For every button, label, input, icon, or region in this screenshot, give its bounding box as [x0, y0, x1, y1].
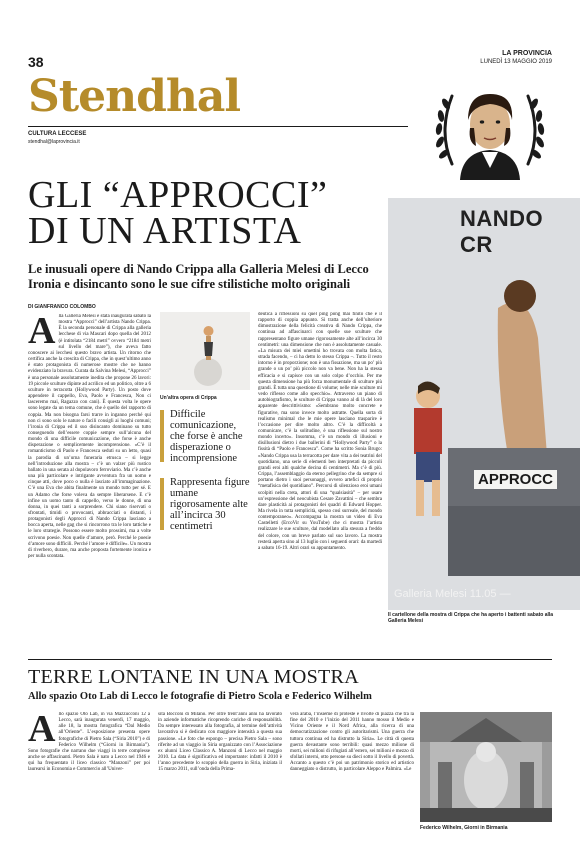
- article-2-column-3: [290, 712, 414, 840]
- poster-banner: NANDO CR: [460, 206, 544, 257]
- burma-photo-caption: Federico Wilhelm, Giorni in Birmania: [420, 825, 508, 831]
- section-email[interactable]: stendhal@laprovincia.it: [28, 139, 80, 145]
- article-2-subtitle: Allo spazio Oto Lab di Lecco le fotografie di Pietro Scola e Federico Wilhelm: [28, 691, 372, 702]
- article-2-column-3-text: vera araba, l’insieme di proteste e rivolte di piazza che tra la fine del 2010 e l’inizio del 2011 hanno mosso il Medio e Vicino Oriente e il Nord Africa, alla ricerca di una democratizzazione contro gli autoritarismi. Una guerra che tuttora continua ed ha distrutto la Siria». Le città di questa guerra devastante sono terribili: quasi mezzo milione di morti, sei milioni di rifugiati all’estero, sei milioni e mezzo di sfollati interni, otto persone su dieci sotto il livello di povertà. Accanto a questo c’è poi un patrimonio storico ed artistico danneggiato o distrutto, in particolare Aleppo e Palmira. «Le: [290, 712, 414, 773]
- article-2-column-1: [28, 712, 150, 840]
- sculpture-photo-icon: [160, 312, 250, 390]
- quote-2-bar: [160, 478, 164, 530]
- article-column-3: [258, 312, 382, 654]
- article-2-title: TERRE LONTANE IN UNA MOSTRA: [28, 666, 359, 688]
- section-brand: Stendhal: [28, 71, 241, 122]
- burma-photo: [420, 712, 552, 822]
- small-photo-caption: Un’altra opera di Crippa: [160, 395, 217, 401]
- poster-sculpture-icon: [388, 248, 580, 578]
- pull-quote-1: Difficile comunicazione, che forse è anche disperazione o incomprensione: [170, 409, 243, 464]
- header-rule: [28, 126, 408, 127]
- poster-plaque: APPROCC: [474, 470, 557, 489]
- column-1-text: lla Galleria Melesi è stata inaugurata sabato la mostra “Approcci” dell’artista Nando Crippa. È la seconda personale di Crippa alla galleria lecchese di via Mascari dopo quella del 2012 (è intitolata “2184 metri” ovvero “2184 metri sul livello del mare”), che aveva fatto conoscere ai lecchesi questo bravo artista. Un ritorno che certifica anche la crescita di Crippa, che in quest’ultimo anno è stato protagonista di numerose mostre che ne hanno evidenziato la bravura. Curata da Salvina Melesi, “Approcci” è una personale assolutamente inedita che propone 26 lavori: 19 piccole sculture dipinte ad acrilico ed un politico, oltre a 6 sculture in terracotta (Hollywood Party). Un posto dove appendere il cappello, Eva, Paolo e Francesca, Non ci lasceremo mai, Ragazzo con cani). È questa volta le opere sono legate da un tema comune, che è quello del rapporto di coppia. Ma non bisogna farsi trarre in inganno perché qui non ci sono solo le nature o facili consigli ai luoghi comuni; l’ironia di Crippa ed il suo disincanto dominano su tutto conseguendo dell’essere coppie sempre sull’alcuna del mondo di una difficile comunicazione, che forse è anche disperazione o semplicemente incomprensione. «C’è il romanticismo di Paolo e Francesca seduti su un letto, quasi la parodia di un’urna funeraria etrusca – si legge nell’introduzione alla mostra – c’è un valzer più rustico ballato in una serata al dopolavoro ferroviario. Ma c’è anche una più particolare e intrigante avventura fra un uomo e cinque atti, dove poco o nulla è lasciato all’immaginazione. C’è una Eva che abita finalmente un mondo tutto per sé. E un Adamo che forse voleva da sempre liberarsene. E c’è infine un uomo tanto di cappello, verso le donne, di una donna, in quei tanti a sorprendere. Chi siano riservati o sfrontati, timidi o provocanti, abbracciati o distanti, i protagonisti degli Approcci di Nando Crippa lasciano a bocca aperta, nelle gag che si rincorrono tra le loro tattiche e le loro strategie. Possono essere molto prossimi, ma a volte scrivono poesie. Non quelle d’amore, però. Perché le poesie d’amore sono difficili. Perché l’amore è difficile». Un mostra di riverbero, durare, ma anche proposta fortemente ironica e per nulla scontata.: [28, 314, 151, 560]
- quote-1-bar: [160, 410, 164, 462]
- newspaper-masthead: [480, 50, 552, 66]
- page-number: 38: [28, 54, 44, 70]
- section-rule: [28, 659, 552, 660]
- poster-caption: Il cartellone della mostra di Crippa che ha aperto i battenti sabato alla Galleria Melesi: [388, 612, 554, 624]
- section-label: CULTURA LECCESE: [28, 131, 87, 137]
- column-3-text: deutica a riflessioni su quel ping pong mai finito che è il rapporto di coppia appunto. Si tratta anche dell’ulteriore dimostrazione della felicità creativa di Nando Crippa, che continua ad affascinarci con quelle sue sculture che rappresentano figure umane rigorosamente alte all’incirca 30 centimetri: una dimensione che non è assolutamente casuale. «La misura dei miei omettini ho trovata con molta fatica, strada facendo, – ci ha detto lo stesso Crippa –. Tutto il resto intorno è in proporzione; non è una fissazione, ma un po’ più grande o un po’ più piccolo non va bene. Non ha la stessa efficacia e si capisce con un solo colpo d’occhio. Per me questa dimensione ha più forza monumentale di sculture più grandi. È tutta una questione di volume; nelle mie sculture mi vedo riflesso come allo specchio». Attraverso un piano di autobiografismo, le sculture di Crippa vanno al di là del loro apparente descrittivismo: «Sembrano molto concrete e figurative, ma sono invece molto astratte. Quella sorta di realismo minimal che le mie opere lasciano trasparire è l’occasione per dire molto altro. C’è la difficoltà a comunicare, c’è la solitudine, è una riflessione sul nostro mondo incerto». Insomma, c’è un mondo di illusioni e disillusioni dietro i due ballerini di “Hollywood Party” o la fissità di “Paolo e Francesca”. Come ha scritto Sonia Brugo: «Nando Crippa usa la terracotta per dare vita a dei teatrini del quotidiano, una serie di elementi ben interpretati da piccoli grandi eroi alti qualche decina di centimetri. Ma c’è di più. Crippa, l’assemblaggio da eterno pellegrino che da sempre si portano dietro i suoi personaggi, ovvero artefici di proprio “metafisica del quotidiano”. Percorsi di silenzioso eroi umani scolpiti nella creta, attori di una “qualsiasità” – per usare un’espressione del neocubista Cesare Zavattini – che sembra dare plasticità ai protagonisti dei quadri di Edward Hopper. Ma rivela in tutta semplicità, spesso così surreale, del mondo contemporaneo». Accompagna la mostra un video di Eva Castelletti (ErcoVir su YouTube) che ci mostra l’artista realizzare le sue sculture, dal modellato alla stesura a freddo del colore, con un breve parlato sul suo lavoro. La mostra resterà aperta sino al 13 luglio con i seguenti orari: da martedì a sabato 16-19. Altri orari su appuntamento.: [258, 312, 382, 551]
- burma-photo-icon: [420, 712, 552, 822]
- byline: DI GIANFRANCO COLOMBO: [28, 304, 96, 310]
- article-column-1: [28, 314, 151, 654]
- pull-quote-2: Rappresenta figure umane rigorosamente alte all’incirca 30 centimetri: [170, 477, 250, 532]
- article-2-column-2-text: sità Bocconi di Milano. Per oltre trent’anni anni ha lavorato in aziende informatiche ricoprendo cariche di responsabilità. Da sempre interessato alla fotografia, al termine dell’attività lavorativa si è dedicato con maggiore intensità a questa sua passione. «Le foto che espongo – precisa Pietro Sala – sono riferite ad un viaggio in Siria organizzato con l’Associazione ex alunni Liceo Classico A. Manzoni di Lecco nel maggio 2010. La data è significativa ed importante: infatti il 2010 è l’anno precedente lo scoppio della guerra in Siria, iniziata il 15 marzo 2011, sull’onda della Prima-: [158, 712, 282, 773]
- issue-date: LUNEDÌ 13 MAGGIO 2019: [480, 59, 552, 65]
- article-subtitle-line-1: Le inusuali opere di Nando Crippa alla Galleria Melesi di Lecco: [28, 262, 369, 276]
- article-title-line-1: GLI “APPROCCI”: [28, 174, 328, 216]
- article-2-drop-cap: A: [28, 712, 56, 750]
- article-subtitle: [28, 262, 413, 292]
- exhibition-poster: [388, 198, 580, 610]
- poster-gallery: Galleria Melesi 11.05 —: [394, 588, 511, 600]
- article-2-column-2: [158, 712, 282, 840]
- article-title: [28, 174, 328, 252]
- article-2-column-1-text: llo spazio Oto Lab, in via Mazzucconi 12 a Lecco, sarà inaugurata venerdì, 17 maggio, alle 18, la mostra fotografica “Dal Medio all’Oriente”. L’esposizione presenta opere fotografiche di Pietro Sala (“Siria 2010”) e di Federico Wilhelm (“Giorni in Birmania”). Sono fotografie che narrano due viaggi in terre complesse anche se affascinanti. Pietro Sala è nato a Lecco nel 1946 e qui ha frequentato il liceo classico “Manzoni” per poi laurearsi in Economia e Commercio all’Univer-: [28, 712, 150, 773]
- stendhal-portrait-icon: [430, 72, 550, 180]
- newspaper-name: LA PROVINCIA: [502, 50, 552, 57]
- article-title-line-2: DI UN ARTISTA: [28, 210, 302, 252]
- drop-cap: A: [28, 314, 56, 352]
- article-subtitle-line-2: Ironia e disincanto sono le sue cifre stilistiche molto originali: [28, 277, 351, 291]
